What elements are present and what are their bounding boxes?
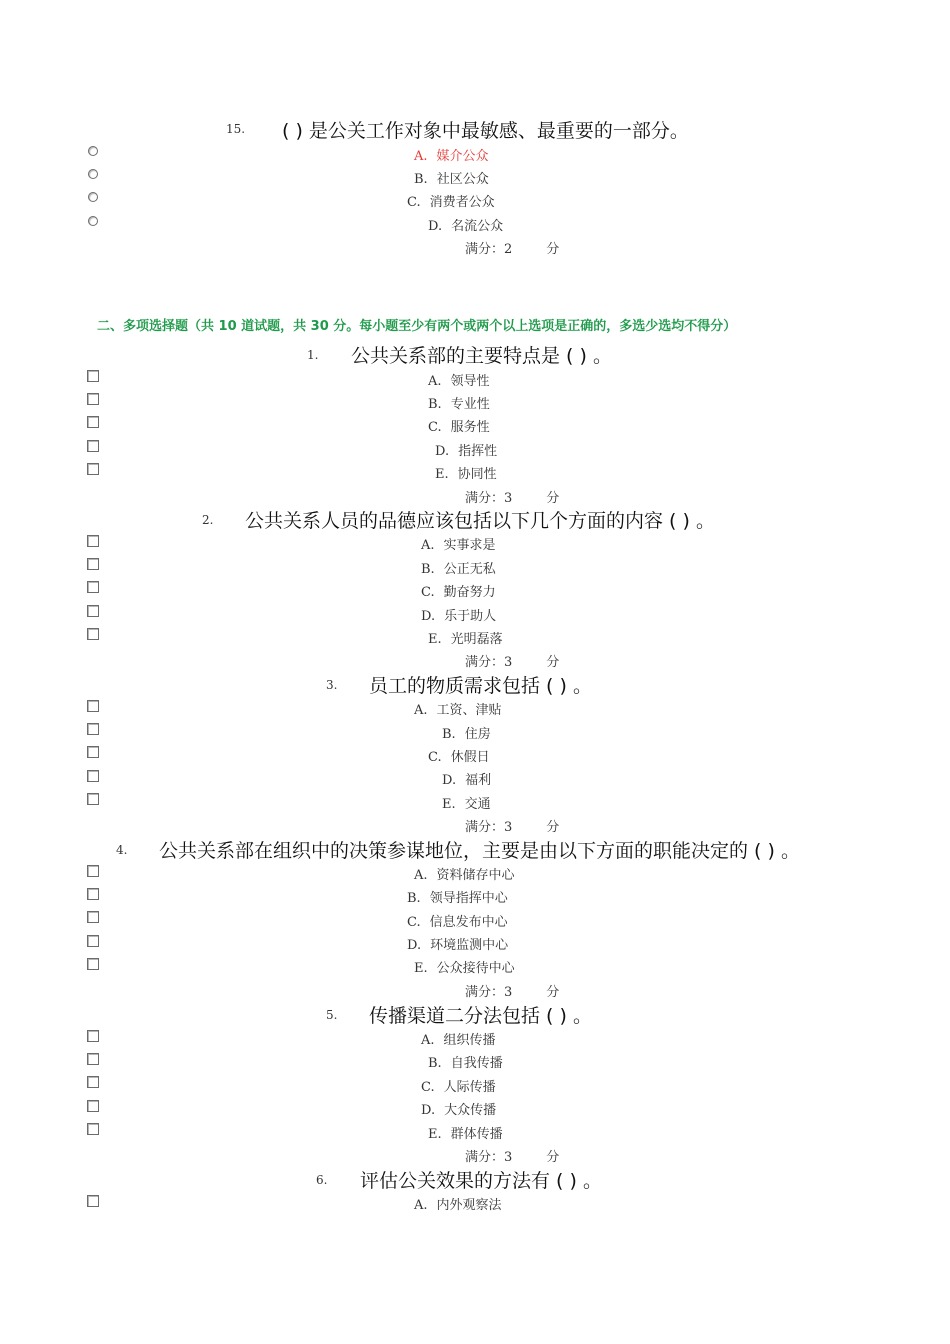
option-b: B. 自我传播 bbox=[428, 1056, 503, 1071]
option-e: E. 交通 bbox=[442, 797, 491, 812]
score: 满分：3 分 bbox=[465, 1150, 560, 1165]
question-text: ( ) 是公关工作对象中最敏感、最重要的一部分。 bbox=[282, 120, 689, 142]
option-c: C. 服务性 bbox=[428, 420, 490, 435]
score: 满分：3 分 bbox=[465, 820, 560, 835]
option-d: D. 福利 bbox=[442, 773, 492, 788]
option-e: E. 公众接待中心 bbox=[414, 961, 515, 976]
question-number: 1. bbox=[307, 348, 319, 362]
option-b: B. 领导指挥中心 bbox=[407, 891, 508, 906]
option-a: A. 实事求是 bbox=[421, 538, 496, 553]
checkbox-option-b[interactable] bbox=[87, 1053, 99, 1065]
option-d: D. 指挥性 bbox=[435, 444, 498, 459]
question-number: 5. bbox=[326, 1008, 338, 1022]
option-b: B. 专业性 bbox=[428, 397, 490, 412]
question-number: 2. bbox=[202, 513, 214, 527]
option-d: D. 大众传播 bbox=[421, 1103, 497, 1118]
option-a: A. 领导性 bbox=[428, 374, 490, 389]
checkbox-option-a[interactable] bbox=[87, 1195, 99, 1207]
radio-option-a[interactable] bbox=[88, 146, 98, 156]
score: 满分：3 分 bbox=[465, 491, 560, 506]
checkbox-option-d[interactable] bbox=[87, 440, 99, 452]
checkbox-option-b[interactable] bbox=[87, 558, 99, 570]
section-heading-multiple-choice: 二、多项选择题（共 10 道试题，共 30 分。每小题至少有两个或两个以上选项是正确的，多选少选均不得分） bbox=[97, 319, 737, 334]
checkbox-option-a[interactable] bbox=[87, 370, 99, 382]
option-e: E. 光明磊落 bbox=[428, 632, 503, 647]
option-a: A. 资料储存中心 bbox=[414, 868, 515, 883]
checkbox-option-c[interactable] bbox=[87, 911, 99, 923]
question-text: 员工的物质需求包括 ( ) 。 bbox=[369, 675, 592, 697]
checkbox-option-e[interactable] bbox=[87, 628, 99, 640]
score: 满分：2 分 bbox=[465, 242, 560, 257]
checkbox-option-a[interactable] bbox=[87, 865, 99, 877]
checkbox-option-e[interactable] bbox=[87, 463, 99, 475]
checkbox-option-a[interactable] bbox=[87, 535, 99, 547]
checkbox-option-d[interactable] bbox=[87, 770, 99, 782]
score: 满分：3 分 bbox=[465, 655, 560, 670]
option-d: D. 环境监测中心 bbox=[407, 938, 509, 953]
checkbox-option-e[interactable] bbox=[87, 1123, 99, 1135]
option-c: C. 休假日 bbox=[428, 750, 490, 765]
option-a: A. 工资、津贴 bbox=[414, 703, 502, 718]
checkbox-option-d[interactable] bbox=[87, 605, 99, 617]
checkbox-option-d[interactable] bbox=[87, 1100, 99, 1112]
question-number: 6. bbox=[316, 1173, 328, 1187]
checkbox-option-e[interactable] bbox=[87, 958, 99, 970]
checkbox-option-c[interactable] bbox=[87, 746, 99, 758]
option-a: A. 组织传播 bbox=[421, 1033, 496, 1048]
question-text: 评估公关效果的方法有 ( ) 。 bbox=[360, 1170, 602, 1192]
checkbox-option-b[interactable] bbox=[87, 723, 99, 735]
question-text: 公共关系部的主要特点是 ( ) 。 bbox=[351, 345, 612, 367]
option-c: C. 信息发布中心 bbox=[407, 915, 508, 930]
checkbox-option-c[interactable] bbox=[87, 416, 99, 428]
option-c: C. 消费者公众 bbox=[407, 195, 495, 210]
checkbox-option-c[interactable] bbox=[87, 581, 99, 593]
radio-option-d[interactable] bbox=[88, 216, 98, 226]
radio-option-b[interactable] bbox=[88, 169, 98, 179]
question-text: 公共关系部在组织中的决策参谋地位，主要是由以下方面的职能决定的 ( ) 。 bbox=[159, 840, 800, 862]
score: 满分：3 分 bbox=[465, 985, 560, 1000]
question-number: 15. bbox=[226, 122, 246, 136]
checkbox-option-a[interactable] bbox=[87, 700, 99, 712]
option-c: C. 人际传播 bbox=[421, 1080, 496, 1095]
checkbox-option-c[interactable] bbox=[87, 1076, 99, 1088]
option-d: D. 名流公众 bbox=[428, 219, 504, 234]
question-text: 传播渠道二分法包括 ( ) 。 bbox=[369, 1005, 592, 1027]
option-b: B. 社区公众 bbox=[414, 172, 489, 187]
checkbox-option-d[interactable] bbox=[87, 935, 99, 947]
question-number: 4. bbox=[116, 843, 128, 857]
option-b: B. 公正无私 bbox=[421, 562, 496, 577]
option-b: B. 住房 bbox=[442, 727, 491, 742]
checkbox-option-b[interactable] bbox=[87, 393, 99, 405]
question-number: 3. bbox=[326, 678, 338, 692]
option-a: A. 媒介公众 bbox=[414, 149, 489, 164]
checkbox-option-b[interactable] bbox=[87, 888, 99, 900]
checkbox-option-a[interactable] bbox=[87, 1030, 99, 1042]
checkbox-option-e[interactable] bbox=[87, 793, 99, 805]
option-e: E. 协同性 bbox=[435, 467, 497, 482]
question-text: 公共关系人员的品德应该包括以下几个方面的内容 ( ) 。 bbox=[245, 510, 715, 532]
option-d: D. 乐于助人 bbox=[421, 609, 497, 624]
option-c: C. 勤奋努力 bbox=[421, 585, 496, 600]
radio-option-c[interactable] bbox=[88, 192, 98, 202]
option-e: E. 群体传播 bbox=[428, 1127, 503, 1142]
option-a: A. 内外观察法 bbox=[414, 1198, 502, 1213]
